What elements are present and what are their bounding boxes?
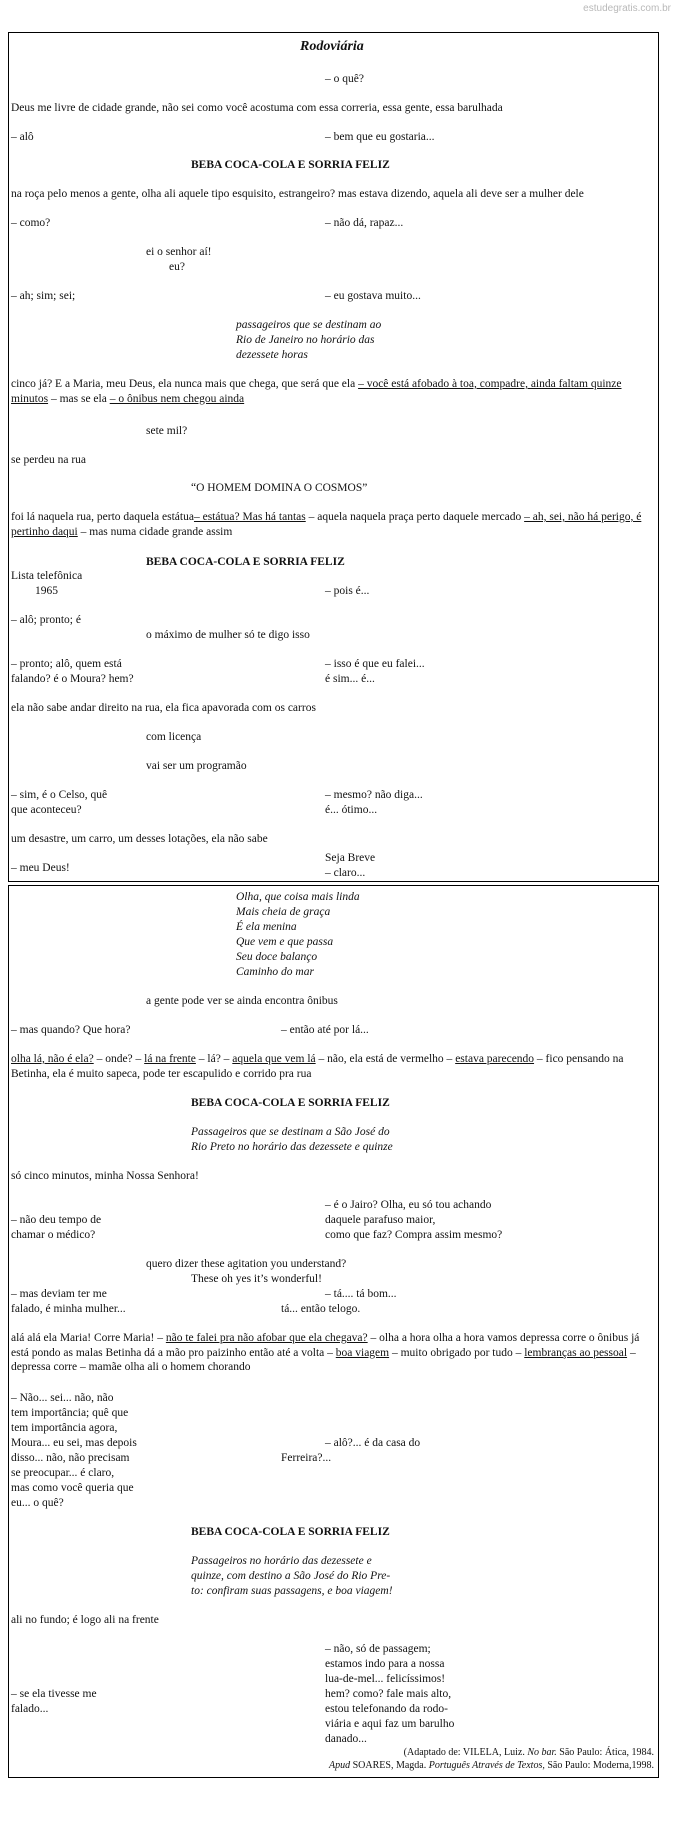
line: falando? é o Moura? hem? [11,673,134,685]
line: – isso é que eu falei... [325,658,425,670]
line: – claro... [325,867,366,879]
line: como que faz? Compra assim mesmo? [325,1229,503,1241]
line: – alô?... é da casa do [325,1437,421,1449]
line: se preocupar... é claro, [11,1467,115,1479]
line: tá... então telogo. [281,1303,361,1315]
song-line: Mais cheia de graça [236,906,331,918]
line: 1965 [35,585,58,597]
paragraph: alá alá ela Maria! Corre Maria! – não te falei pra não afobar que ela chegava? – olha a hora olha a hora vamos depressa corre o ônibus já está pondo as malas Betinha dá a mão pro paizinho então até a volta – boa viagem – muito obrigado por tudo – lembranças ao pessoal – depressa corre – mamãe olha ali o homem chorando [11,1332,640,1373]
line: com licença [146,731,202,743]
slogan: BEBA COCA-COLA E SORRIA FELIZ [191,1526,390,1538]
line: Seja Breve [325,852,376,864]
line: – Não... sei... não, não [11,1392,114,1404]
line: Deus me livre de cidade grande, não sei como você acostuma com essa correria, essa gente, essa barulhada [11,102,503,114]
line: o máximo de mulher só te digo isso [146,629,310,641]
line: vai ser um programão [146,760,247,772]
line: – então até por lá... [281,1024,369,1036]
line: – mas quando? Que hora? [11,1024,131,1036]
line: chamar o médico? [11,1229,96,1241]
song-line: Seu doce balanço [236,951,318,963]
line: – meu Deus! [11,862,70,874]
line: ali no fundo; é logo ali na frente [11,1614,159,1626]
line: sete mil? [146,425,188,437]
line: Lista telefônica [11,570,83,582]
line: viária e aqui faz um barulho [325,1718,455,1730]
page-title: Rodoviária [300,39,364,54]
song-line: Caminho do mar [236,966,314,978]
line: só cinco minutos, minha Nossa Senhora! [11,1170,199,1182]
line: – bem que eu gostaria... [325,131,435,143]
line: falado... [11,1703,49,1715]
line: Moura... eu sei, mas depois [11,1437,137,1449]
announcement-line: Passageiros que se destinam a São José do [191,1126,390,1138]
line: na roça pelo menos a gente, olha ali aquele tipo esquisito, estrangeiro? mas estava dizendo, aquela ali deve ser a mulher dele [11,188,584,200]
line: – não, só de passagem; [325,1643,431,1655]
watermark: estudegratis.com.br [583,3,671,14]
line: – o quê? [325,73,364,85]
line: quero dizer these agitation you understand? [146,1258,347,1270]
line: – mas deviam ter me [11,1288,107,1300]
announcement-line: Rio de Janeiro no horário das [236,334,375,346]
announcement-line: Rio Preto no horário das dezessete e quinze [191,1141,393,1153]
paragraph: olha lá, não é ela? – onde? – lá na frente – lá? – aquela que vem lá – não, ela está de vermelho – estava parecendo – fico pensando na Betinha, ela é muito sapeca, pode ter escapulido e corrido pra rua [11,1053,624,1080]
line: que aconteceu? [11,804,82,816]
line: – ah; sim; sei; [11,290,76,302]
paragraph: cinco já? E a Maria, meu Deus, ela nunca mais que chega, que será que ela – você está afobado à toa, compadre, ainda faltam quinze minutos – mas se ela – o ônibus nem chegou ainda [11,378,622,405]
line: tem importância; quê que [11,1407,129,1419]
line: estamos indo para a nossa [325,1658,445,1670]
line: é... ótimo... [325,804,378,816]
announcement-line: passageiros que se destinam ao [236,319,382,331]
line: daquele parafuso maior, [325,1214,436,1226]
line: – se ela tivesse me [11,1688,97,1700]
line: eu... o quê? [11,1497,64,1509]
announcement-line: to: confiram suas passagens, e boa viagem! [191,1585,393,1597]
line: – alô [11,131,34,143]
announcement-line: dezessete horas [236,349,308,361]
line: – não deu tempo de [11,1214,102,1226]
source-citation: (Adaptado de: VILELA, Luiz. No bar. São Paulo: Ática, 1984. [403,1747,654,1758]
line: – tá.... tá bom... [325,1288,397,1300]
line: estou telefonando da rodo- [325,1703,448,1715]
slogan: “O HOMEM DOMINA O COSMOS” [191,482,368,494]
line: – é o Jairo? Olha, eu só tou achando [325,1199,492,1211]
song-line: Que vem e que passa [236,936,334,948]
line: tem importância agora, [11,1422,118,1434]
line: é sim... é... [325,673,375,685]
line: – alô; pronto; é [11,614,81,626]
slogan: BEBA COCA-COLA E SORRIA FELIZ [191,1097,390,1109]
line: disso... não, não precisam [11,1452,130,1464]
line: – mesmo? não diga... [325,789,423,801]
line: – eu gostava muito... [325,290,421,302]
line: hem? como? fale mais alto, [325,1688,452,1700]
line: lua-de-mel... felicíssimos! [325,1673,446,1685]
line: eu? [169,261,185,273]
line: Ferreira?... [281,1452,332,1464]
line: – não dá, rapaz... [325,217,404,229]
announcement-line: Passageiros no horário das dezessete e [191,1555,372,1567]
line: – sim, é o Celso, quê [11,789,108,801]
line: These oh yes it’s wonderful! [191,1273,322,1285]
paragraph: foi lá naquela rua, perto daquela estátua– estátua? Mas há tantas – aquela naquela praça perto daquele mercado – ah, sei, não há perigo, é pertinho daqui – mas numa cidade grande assim [11,511,642,538]
line: ela não sabe andar direito na rua, ela fica apavorada com os carros [11,702,316,714]
line: a gente pode ver se ainda encontra ônibus [146,995,338,1007]
announcement-line: quinze, com destino a São José do Rio Pre- [191,1570,391,1582]
line: – como? [11,217,51,229]
line: um desastre, um carro, um desses lotações, ela não sabe [11,833,268,845]
source-citation: Apud SOARES, Magda. Português Através de Textos, São Paulo: Moderna,1998. [329,1760,654,1771]
song-line: Olha, que coisa mais linda [236,891,360,903]
line: danado... [325,1733,367,1745]
song-line: É ela menina [236,921,297,933]
line: – pois é... [325,585,370,597]
line: – pronto; alô, quem está [11,658,122,670]
text-box-part-1 [8,32,659,882]
slogan: BEBA COCA-COLA E SORRIA FELIZ [146,556,345,568]
line: falado, é minha mulher... [11,1303,126,1315]
text-box-part-2 [8,885,659,1778]
line: se perdeu na rua [11,454,87,466]
line: mas como você queria que [11,1482,134,1494]
slogan: BEBA COCA-COLA E SORRIA FELIZ [191,159,390,171]
line: ei o senhor aí! [146,246,212,258]
